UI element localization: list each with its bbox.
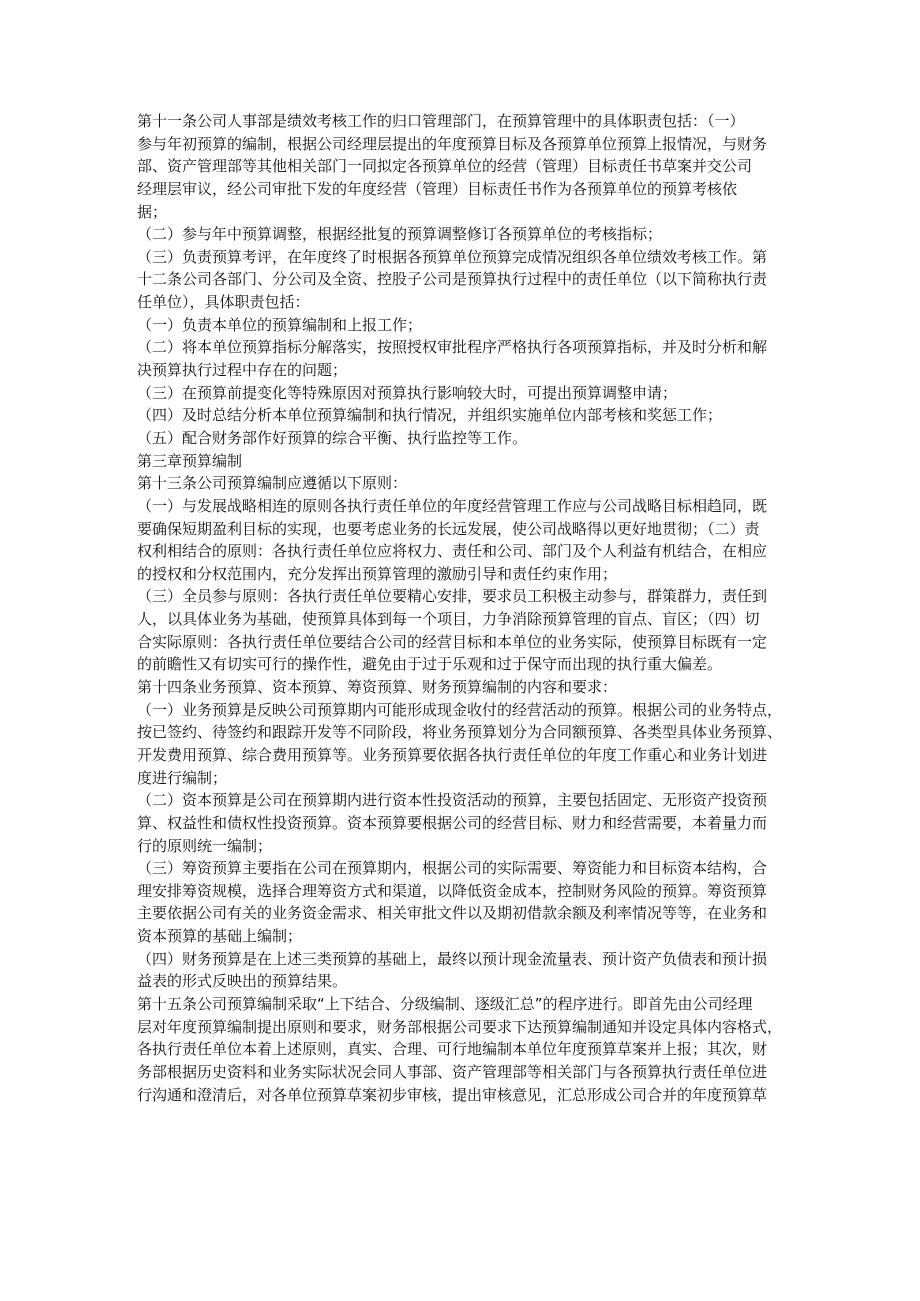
text-line: 开发费用预算、综合费用预算等。业务预算要依据各执行责任单位的年度工作重心和业务计划进 xyxy=(137,745,768,764)
text-line: （二）资本预算是公司在预算期内进行资本性投资活动的预算，主要包括固定、无形资产投资预 xyxy=(137,791,768,810)
text-line: （二）将本单位预算指标分解落实，按照授权审批程序严格执行各项预算指标，并及时分析和解 xyxy=(137,338,768,357)
text-line: （四）财务预算是在上述三类预算的基础上，最终以预计现金流量表、预计资产负债表和预计损 xyxy=(137,949,768,968)
text-line: 经理层审议，经公司审批下发的年度经营（管理）目标责任书作为各预算单位的预算考核依 xyxy=(137,179,738,198)
text-line: 第十一条公司人事部是绩效考核工作的归口管理部门，在预算管理中的具体职责包括：（一） xyxy=(137,112,745,130)
text-line: （一）业务预算是反映公司预算期内可能形成现金收付的经营活动的预算。根据公司的业务特点， xyxy=(137,700,783,719)
text-line: 行的原则统一编制； xyxy=(137,836,273,855)
chapter-heading: 第三章预算编制 xyxy=(137,451,243,470)
text-line: 第十三条公司预算编制应遵循以下原则： xyxy=(137,474,408,493)
text-line: 理安排筹资规模，选择合理筹资方式和渠道，以降低资金成本，控制财务风险的预算。筹资预算 xyxy=(137,881,768,900)
text-line: 的授权和分权范围内，充分发挥出预算管理的激励引导和责任约束作用； xyxy=(137,564,618,583)
body-text xyxy=(137,110,787,1106)
text-line: 务部根据历史资料和业务实际状况会同人事部、资产管理部等相关部门与各预算执行责任单位进 xyxy=(137,1062,768,1081)
text-line: 据； xyxy=(137,202,168,221)
text-line: 任单位），具体职责包括： xyxy=(137,293,310,312)
text-line: （三）筹资预算主要指在公司在预算期内，根据公司的实际需要、筹资能力和目标资本结构，合 xyxy=(137,859,768,878)
text-line: 按已签约、待签约和跟踪开发等不同阶段，将业务预算划分为合同额预算、各类型具体业务预算、 xyxy=(137,723,783,742)
text-line: 决预算执行过程中存在的问题； xyxy=(137,361,348,380)
text-line: 合实际原则：各执行责任单位要结合公司的经营目标和本单位的业务实际，使预算目标既有一定 xyxy=(137,632,768,651)
text-line: 各执行责任单位本着上述原则，真实、合理、可行地编制本单位年度预算草案并上报；其次，财 xyxy=(137,1040,768,1059)
text-line: （三）全员参与原则：各执行责任单位要精心安排，要求员工积极主动参与，群策群力，责任到 xyxy=(137,587,768,606)
text-line: 参与年初预算的编制，根据公司经理层提出的年度预算目标及各预算单位预算上报情况，与财务 xyxy=(137,134,768,153)
text-line: 第十四条业务预算、资本预算、筹资预算、财务预算编制的内容和要求： xyxy=(137,678,618,697)
text-line: 主要依据公司有关的业务资金需求、相关审批文件以及期初借款余额及利率情况等等，在业务和 xyxy=(137,904,768,923)
text-line: 资本预算的基础上编制； xyxy=(137,927,303,946)
text-line: （四）及时总结分析本单位预算编制和执行情况，并组织实施单位内部考核和奖惩工作； xyxy=(137,406,723,425)
text-line: 层对年度预算编制提出原则和要求，财务部根据公司要求下达预算编制通知并设定具体内容格式， xyxy=(137,1017,783,1036)
text-line: （二）参与年中预算调整，根据经批复的预算调整修订各预算单位的考核指标； xyxy=(137,225,663,244)
text-line: （五）配合财务部作好预算的综合平衡、执行监控等工作。 xyxy=(137,428,528,447)
text-line: 人，以具体业务为基础，使预算具体到每一个项目，力争消除预算管理的盲点、盲区；（四）切 xyxy=(137,610,760,629)
text-line: 的前瞻性又有切实可行的操作性，避免由于过于乐观和过于保守而出现的执行重大偏差。 xyxy=(137,655,723,674)
text-line: 益表的形式反映出的预算结果。 xyxy=(137,972,348,991)
text-line: （一）与发展战略相连的原则各执行责任单位的年度经营管理工作应与公司战略目标相趋同，既 xyxy=(137,496,768,515)
text-line: （三）负责预算考评，在年度终了时根据各预算单位预算完成情况组织各单位绩效考核工作。第 xyxy=(137,247,768,266)
text-line: （三）在预算前提变化等特殊原因对预算执行影响较大时，可提出预算调整申请； xyxy=(137,383,678,402)
text-line: （一）负责本单位的预算编制和上报工作； xyxy=(137,315,423,334)
text-line: 部、资产管理部等其他相关部门一同拟定各预算单位的经营（管理）目标责任书草案并交公司 xyxy=(137,157,753,176)
text-line: 十二条公司各部门、分公司及全资、控股子公司是预算执行过程中的责任单位（以下简称执行责 xyxy=(137,270,768,289)
text-line: 第十五条公司预算编制采取“上下结合、分级编制、逐级汇总”的程序进行。即首先由公司经理 xyxy=(137,994,753,1013)
text-line: 权利相结合的原则：各执行责任单位应将权力、责任和公司、部门及个人利益有机结合，在相应 xyxy=(137,542,768,561)
text-line: 算、权益性和债权性投资预算。资本预算要根据公司的经营目标、财力和经营需要，本着量力而 xyxy=(137,813,768,832)
text-line: 度进行编制； xyxy=(137,768,228,787)
text-line: 行沟通和澄清后，对各单位预算草案初步审核，提出审核意见，汇总形成公司合并的年度预算草 xyxy=(137,1085,768,1104)
text-line: 要确保短期盈利目标的实现，也要考虑业务的长远发展，使公司战略得以更好地贯彻；（二）责 xyxy=(137,519,760,538)
